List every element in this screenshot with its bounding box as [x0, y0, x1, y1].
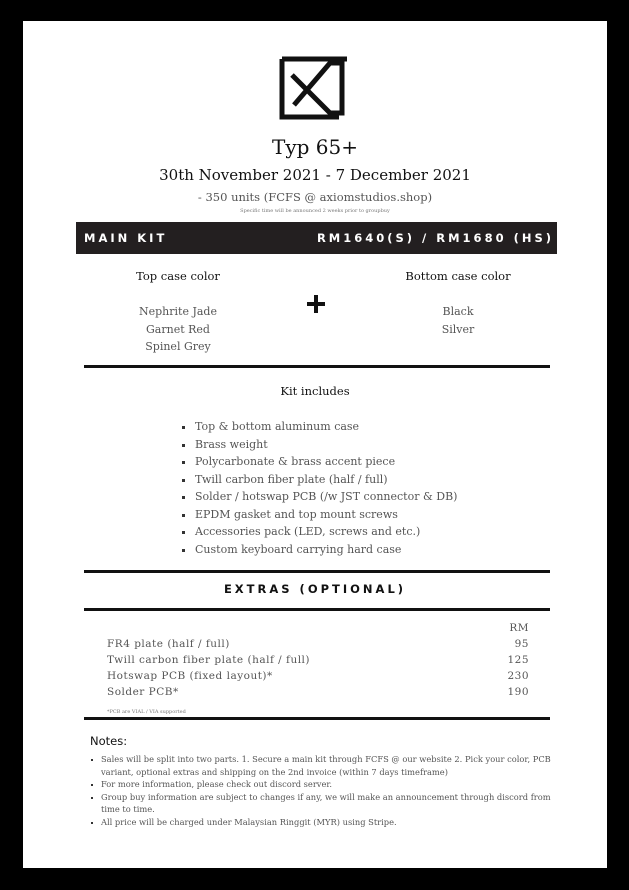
groupbuy-dates: 30th November 2021 - 7 December 2021 — [159, 166, 471, 184]
list-item: All price will be charged under Malaysian Ringgit (MYR) using Stripe. — [101, 816, 571, 829]
list-item: Custom keyboard carrying hard case — [195, 541, 457, 559]
table-row — [107, 670, 529, 686]
notes-list — [90, 753, 571, 828]
axiom-studios-logo-icon — [278, 55, 349, 121]
list-item: Top & bottom aluminum case — [195, 418, 457, 436]
extra-price: 95 — [514, 638, 529, 650]
extra-name: Solder PCB* — [107, 686, 179, 698]
currency-header: RM — [509, 622, 529, 634]
list-item: EPDM gasket and top mount screws — [195, 506, 457, 524]
extra-name: Hotswap PCB (fixed layout)* — [107, 670, 273, 682]
list-item: Solder / hotswap PCB (/w JST connector & DB) — [195, 488, 457, 506]
extras-footnote: *PCB are VIAL / VIA supported — [107, 709, 186, 715]
extra-price: 125 — [507, 654, 529, 666]
top-case-color: Garnet Red — [146, 322, 210, 336]
plus-icon — [305, 293, 327, 315]
table-row — [107, 638, 529, 654]
main-kit-price: RM1640(S) / RM1680 (HS) — [316, 231, 554, 245]
list-item: Twill carbon fiber plate (half / full) — [195, 471, 457, 489]
product-title: Typ 65+ — [271, 135, 358, 159]
extra-price: 190 — [507, 686, 529, 698]
top-case-color: Spinel Grey — [145, 340, 211, 353]
notes-heading: Notes: — [90, 734, 128, 748]
list-item: Polycarbonate & brass accent piece — [195, 453, 457, 471]
main-kit-label: MAIN KIT — [84, 231, 168, 245]
list-item: Accessories pack (LED, screws and etc.) — [195, 523, 457, 541]
extra-name: Twill carbon fiber plate (half / full) — [107, 654, 311, 666]
top-case-heading: Top case color — [136, 269, 220, 283]
bottom-case-color: Silver — [441, 322, 475, 336]
list-item: Sales will be split into two parts. 1. Secure a main kit through FCFS @ our website 2. Pick your color, PCB variant, optional extras and shipping on the 2nd invoice (within 7 days timeframe) — [101, 753, 571, 778]
extra-price: 230 — [507, 670, 529, 682]
list-item: Group buy information are subject to changes if any, we will make an announcement through discord from time to time. — [101, 791, 571, 816]
divider — [84, 717, 550, 720]
divider — [84, 608, 550, 611]
units-info: - 350 units (FCFS @ axiomstudios.shop) — [197, 190, 433, 204]
bottom-case-heading: Bottom case color — [405, 269, 511, 283]
top-case-colors — [78, 303, 278, 356]
kit-includes-heading: Kit includes — [280, 384, 350, 398]
divider — [84, 570, 550, 573]
table-row — [107, 686, 529, 702]
kit-includes-list — [173, 418, 457, 558]
divider — [84, 365, 550, 368]
bottom-case-colors — [358, 303, 558, 338]
list-item: For more information, please check out discord server. — [101, 778, 571, 791]
main-kit-bar — [76, 222, 557, 254]
bottom-case-color: Black — [442, 305, 474, 318]
extras-header-row — [107, 622, 529, 638]
top-case-color: Nephrite Jade — [139, 305, 217, 318]
table-row — [107, 654, 529, 670]
extras-heading: EXTRAS (OPTIONAL) — [223, 582, 407, 596]
list-item: Brass weight — [195, 436, 457, 454]
document-page — [23, 21, 607, 868]
extras-table — [107, 622, 529, 702]
fine-print: Specific time will be announced 2 weeks prior to groupbuy — [240, 208, 390, 214]
extra-name: FR4 plate (half / full) — [107, 638, 230, 650]
